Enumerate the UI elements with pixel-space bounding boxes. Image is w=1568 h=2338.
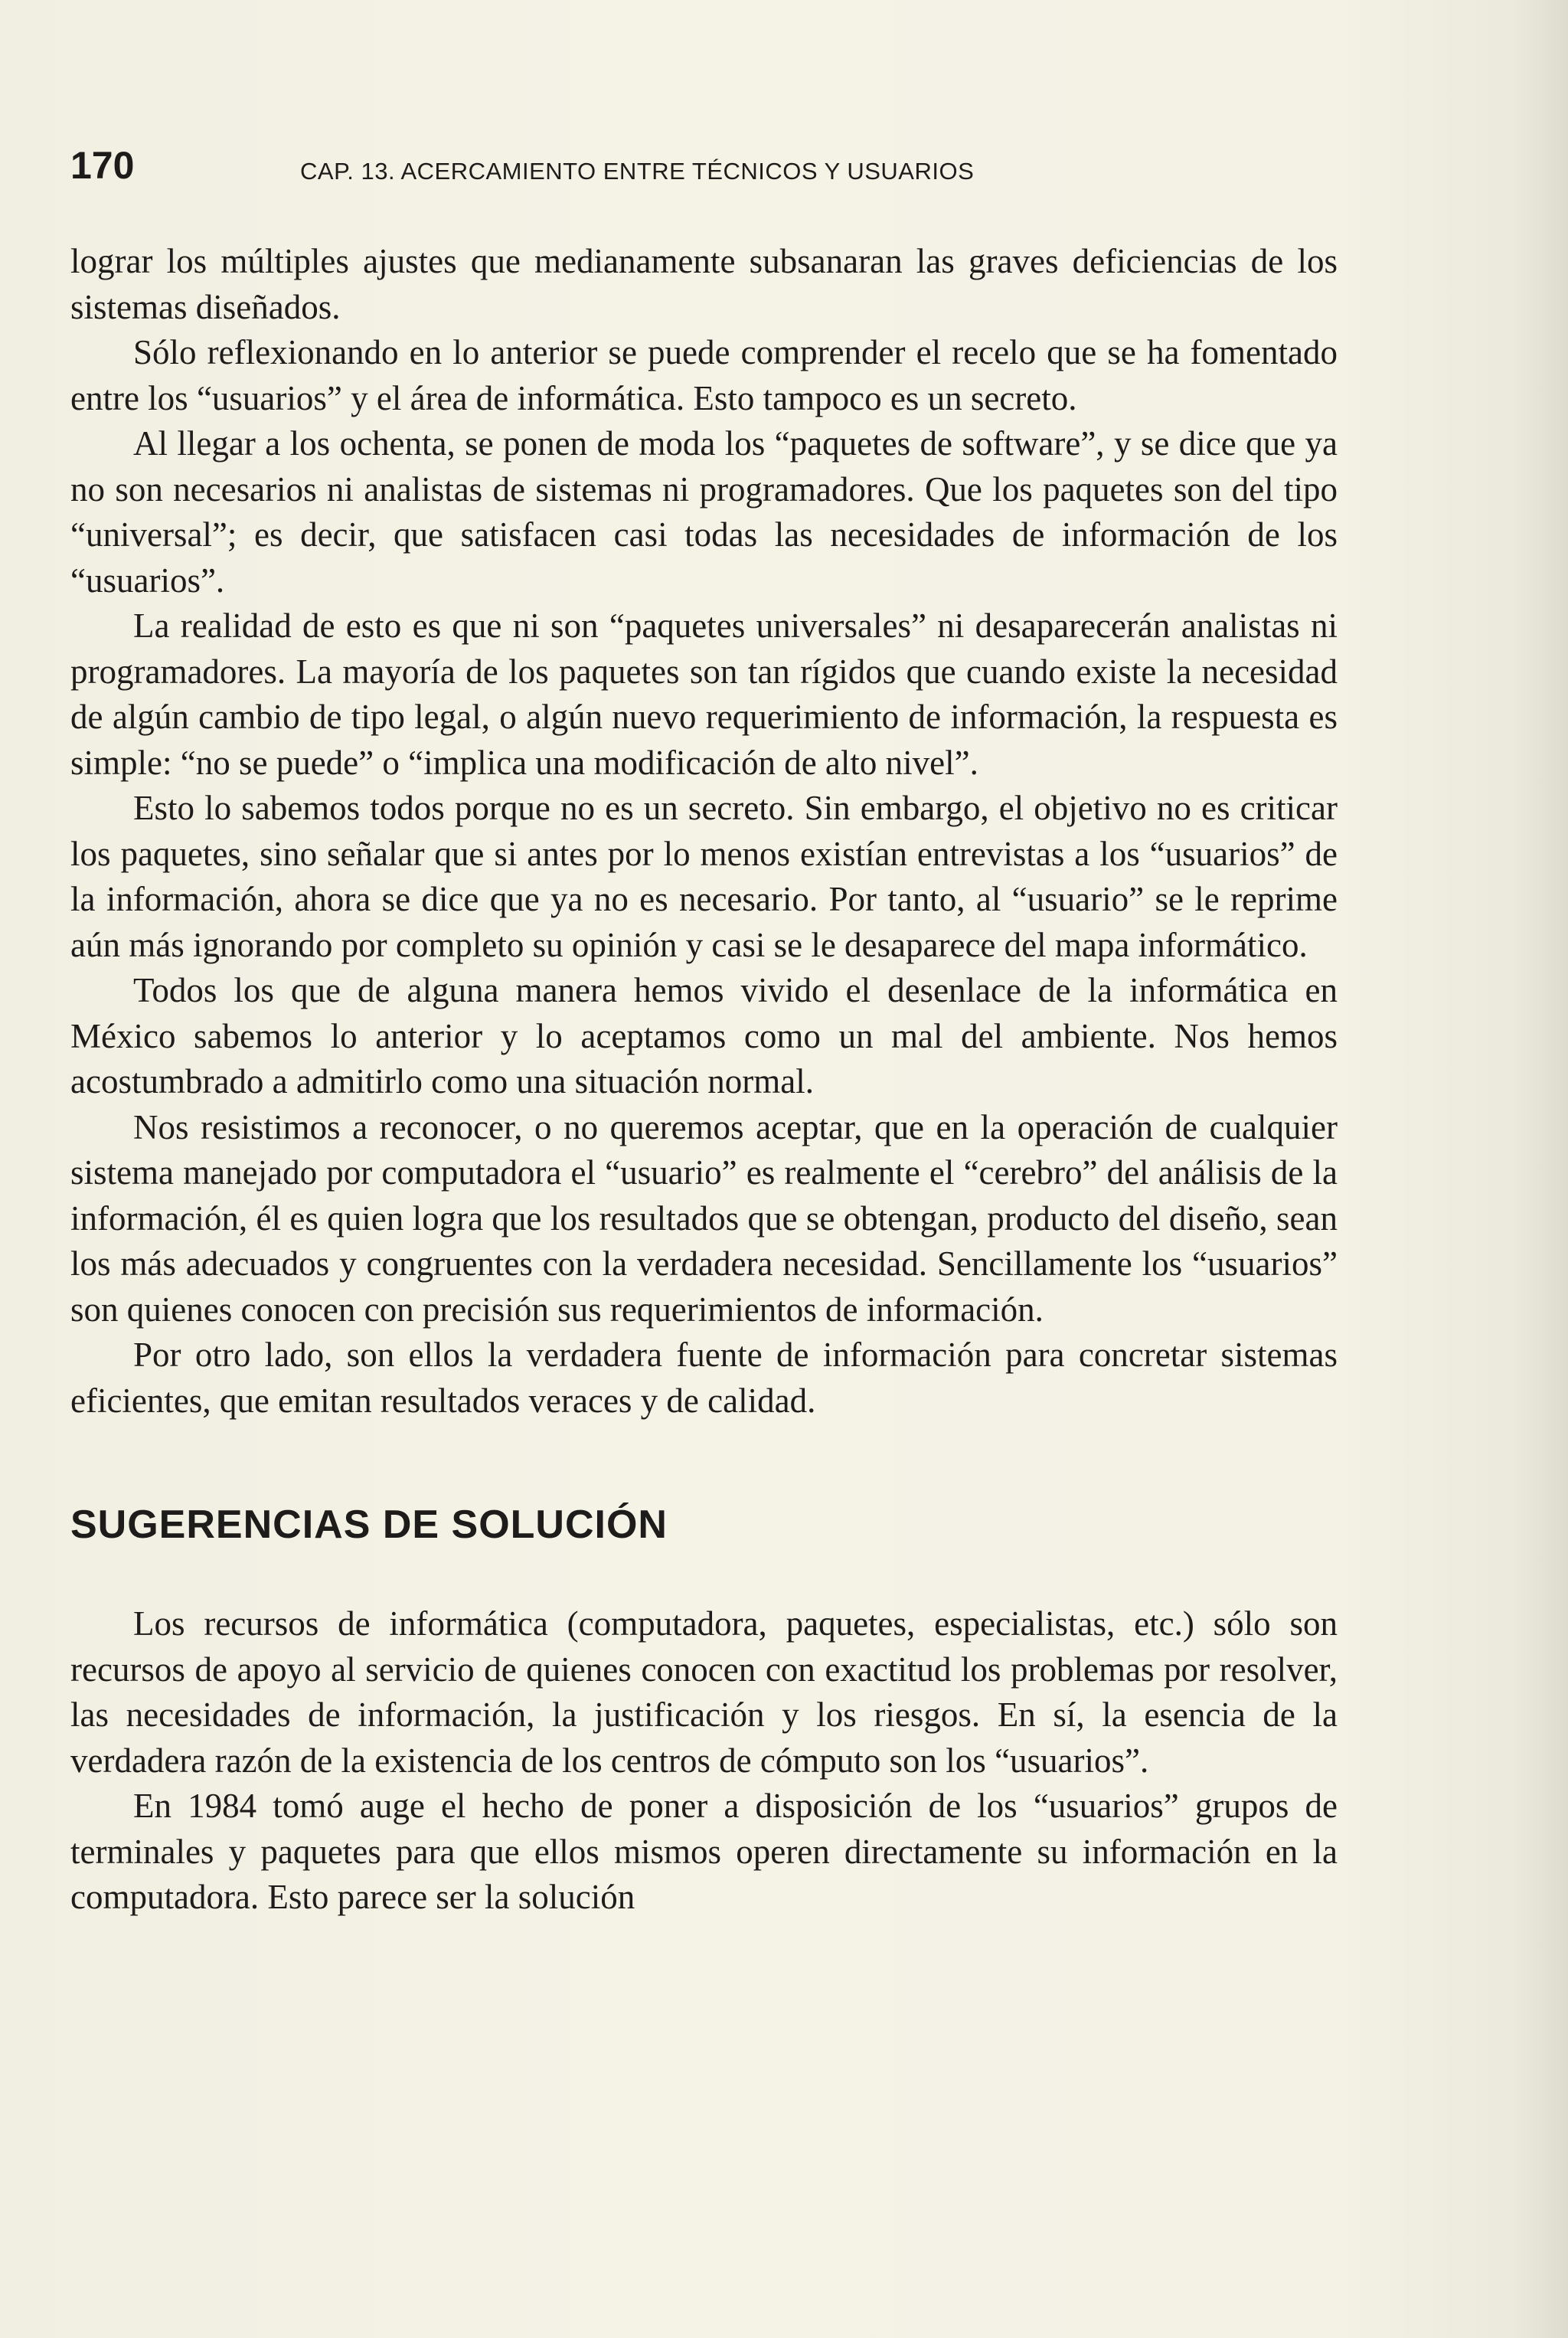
paragraph: lograr los múltiples ajustes que medianamente subsanaran las graves deficiencias de los sistemas diseñados. bbox=[70, 242, 1338, 326]
page-edge-shadow bbox=[1514, 0, 1568, 2338]
page-header bbox=[70, 135, 1372, 196]
paragraph: La realidad de esto es que ni son “paquetes universales” ni desaparecerán analistas ni programadores. La mayoría de los paquetes son tan rígidos que cuando existe la necesidad de algún cambio de tipo legal, o algún nuevo requerimiento de información, la respuesta es simple: “no se puede” o “implica una modificación de alto nivel”. bbox=[70, 607, 1338, 782]
paragraph: Nos resistimos a reconocer, o no queremos aceptar, que en la operación de cualquier sistema manejado por computadora el “usuario” es realmente el “cerebro” del análisis de la información, él es quien logra que los resultados que se obtengan, producto del diseño, sean los más adecuados y congruentes con la verdadera necesidad. Sencillamente los “usuarios” son quienes conocen con precisión sus requerimientos de información. bbox=[70, 1107, 1338, 1329]
paragraph: Por otro lado, son ellos la verdadera fuente de información para concretar sistemas eficientes, que emitan resultados veraces y de calidad. bbox=[70, 1336, 1338, 1420]
page-number: 170 bbox=[70, 144, 135, 187]
running-head: CAP. 13. ACERCAMIENTO ENTRE TÉCNICOS Y USUARIOS bbox=[300, 158, 975, 185]
section-heading: SUGERENCIAS DE SOLUCIÓN bbox=[70, 1503, 668, 1547]
paragraph: Los recursos de informática (computadora, paquetes, especialistas, etc.) sólo son recursos de apoyo al servicio de quienes conocen con exactitud los problemas por resolver, las necesidades de información, la justificación y los riesgos. En sí, la esencia de la verdadera razón de la existencia de los centros de cómputo son los “usuarios”. bbox=[70, 1604, 1338, 1780]
page-body bbox=[70, 239, 1338, 1921]
paragraph: En 1984 tomó auge el hecho de poner a disposición de los “usuarios” grupos de terminales y paquetes para que ellos mismos operen directamente su información en la computadora. Esto parece ser la solución bbox=[70, 1787, 1338, 1916]
paragraph: Todos los que de alguna manera hemos vivido el desenlace de la informática en México sabemos lo anterior y lo aceptamos como un mal del ambiente. Nos hemos acostumbrado a admitirlo como una situación normal. bbox=[70, 971, 1338, 1100]
paragraph: Esto lo sabemos todos porque no es un secreto. Sin embargo, el objetivo no es criticar los paquetes, sino señalar que si antes por lo menos existían entrevistas a los “usuarios” de la información, ahora se dice que ya no es necesario. Por tanto, al “usuario” se le reprime aún más ignorando por completo su opinión y casi se le desaparece del mapa informático. bbox=[70, 789, 1338, 964]
paragraph: Sólo reflexionando en lo anterior se puede comprender el recelo que se ha fomentado entre los “usuarios” y el área de informática. Esto tampoco es un secreto. bbox=[70, 333, 1338, 417]
paragraph: Al llegar a los ochenta, se ponen de moda los “paquetes de software”, y se dice que ya no son necesarios ni analistas de sistemas ni programadores. Que los paquetes son del tipo “universal”; es decir, que satisfacen casi todas las necesidades de información de los “usuarios”. bbox=[70, 424, 1338, 600]
